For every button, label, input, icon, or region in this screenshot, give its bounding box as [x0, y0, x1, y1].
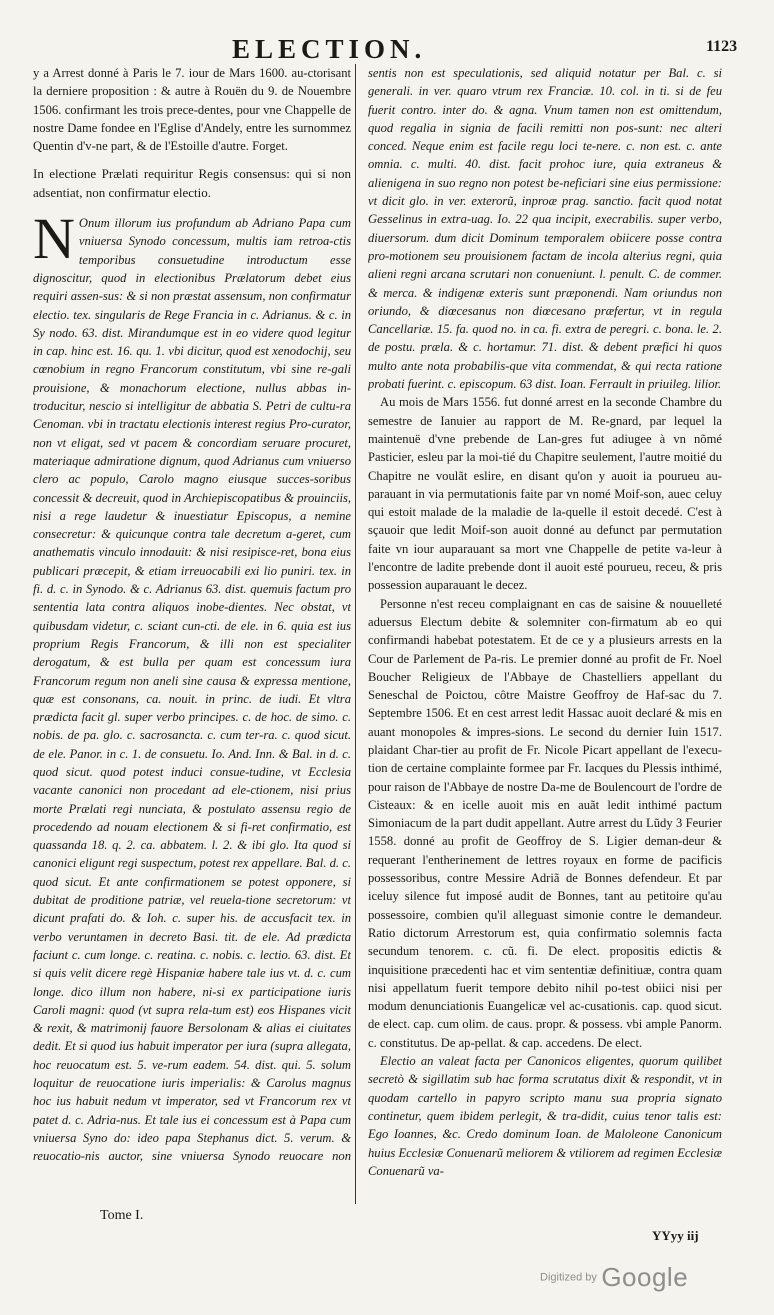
- intro-paragraph: y a Arrest donné à Paris le 7. iour de Mars 1600. au-ctorisant la derniere proposition : & autre à Rouën du 9. de Nouembre 1506. confirmant les trois prece-dentes, pour vne Chappelle de nostre Dame fondee en l'Eglise d'Andely, entre les surnommez Quentin d'v-ne part, & de l'Estoille d'autre. Forget.: [33, 66, 351, 154]
- right-column: [368, 64, 722, 1234]
- section-heading: In electione Prælati requiritur Regis consensus: qui si non adsentiat, non confirmatur electio.: [33, 166, 351, 200]
- page-title: ELECTION.: [232, 34, 427, 64]
- signature-mark: YYyy iij: [652, 1228, 699, 1243]
- latin-continuation: sentis non est speculationis, sed aliquid notatur per Bal. c. si generali. in ver. quaro vtrum rex Franciæ. 10. col. in ti. si de feu fuerit contro. inter do. & agna. Vnum tamen non est omittendum, quod regalia in signia de facili remitti non pos-sunt: nec alteri conced. Neque enim est facile regu loci te-nere. c. non est. c. ante omnia. c. multi. 40. dist. facit prohoc iure, quia extraneus & alienigena in suo regno non potest be-neficiari sine eius permissione: vt dicit glo. in ver. exterorũ, inproæ prag. sanctio. facit quod notat Gesselinus in extra-uag. Io. 22 qua incipit, execrabilis. super verbo, diuersorum. dum dicit Dominum temporalem obiicere posse contra pro-motionem seu prouisionem factam de incola alterius regni, quia alieni regni arcana scrutari non conueniunt. l. penult. C. de commer. & merca. & indigenæ exteris sunt præponendi. Nam oriundus non oriundo, & diœcesanus non diœcesano præfertur, vt in regula Cancellariæ. 15. fa. quod no. in ca. fi. extra de peregri. c. bona. le. 2. de postu. præla. & c. hortamur. 71. dist. & debent præfici hi quos multo ante nota probabilis-que vita commendat, & qui recta ratione probati fuerint. c. episcopum. 63 dist. Ioan. Ferrault in priuileg. lilior.: [368, 66, 722, 392]
- arrest-mars-paragraph: Au mois de Mars 1556. fut donné arrest en la seconde Chambre du semestre de Ianuier au rapport de M. Re-gnard, par lequel la maintenuë d'vne prebende de Lan-gres fut adiugee à vn nõmé Pasticier, esleu par la moi-tié du Chapitre seulement, l'autre moitié du Chapitre ne voulãt eslire, en disant qu'on y auoit ia pourueu au-parauant in via permutationis faite par vn nomé Moif-son, auec celuy qui estoit malade de la maladie de la-quelle il estoit decedé. C'est à sçauoir que ledit Moif-son auoit donné au defunct par permutation faite vn iour auparauant sa mort vne Chappelle de petite va-leur à l'encontre de ladite prebende dont il auoit esté pourueu, receu, & pris possession auparauant le decez.: [368, 395, 722, 593]
- drop-cap: N: [33, 206, 75, 272]
- volume-label: Tome I.: [100, 1208, 144, 1223]
- running-header: [0, 34, 774, 68]
- left-column: [33, 64, 351, 1168]
- page-number: 1123: [706, 38, 738, 55]
- latin-commentary-text: Onum illorum ius profundum ab Adriano Papa cum vniuersa Synodo concessum, multis iam retroa-ctis temporibus consuetudine introductum esse dignoscitur, quod in electionibus Prælatorum debet eius requiri assen-sus: & si non præstat assensum, non confirmatur electio. tex. singularis de Rege Francia in c. Adrianus. & c. in Sy nodo. 63. dist. Mirandumque est in eo videre quod legitur in cap. hinc est. 16. qu. 1. vbi dicitur, quod est xenodochij, seu cœnobium in regno Francorum constitutum, vbi sine re-gali prouisione, & monachorum electione, nullus abbas in-troducitur, nescio si intelligitur de abbatia S. Petri de cultu-ra Cenoman. vbi in tractatu electionis interest regius Pro-curator, non vt eligat, sed vt pacem & concordiam seruare procuret, materiaque admiratione dignum, quod Adrianus cum vniuerso clero ac populo, Carolo magno eiusque succes-soribus concessit & decreuit, quod in Archiepiscopatibus & prouinciis, nisi a rege laudetur & inuestiatur Episcopus, a nemine consecretur: & quicunque contra tale decretum a-geret, cum anathematis vinculo innodauit: & nisi resipisce-ret, bona eius publicari præcepit, & etiam irreuocabili exi lio puniri. tex. in fi. d. c. in Synodo. & c. Adrianus 63. dist. quemuis factum pro sententia lata contra aliquos inobe-dientes. Nec obstat, vt quibusdam videtur, c. sciant cun-cti. de ele. in 6. quia est ius proprium Regis Francorum, & illi non est specialiter derogatum, & est bulla per quam est concessum iura Francorum regum non aneli sine causa & expressa mentione, quæ est consonans, ca. nouit. in princ. de iudi. Et vltra prædicta facit gl. super verbo principes. c. de hoc. de simo. c. nobis. de pa. glo. c. sacrosancta. c. cum ter-ra. c. quod sicut. de ele. Panor. in c. 1. de consuetu. Io. And. Inn. & Bal. in d. c. quod sicut. quod potest induci consue-tudine, vt Ecclesia vacante canonici non procedant ad ele-ctionem, nisi prius morte Prælati regi nunciata, & postulato assensu regio de procedendo ad nouam electionem & si fi-ret confirmatio, est quassanda 18. q. 2. ca. abbatem. l. 2. & ibi glo. Ita quod si canonici eligunt regi suspectum, potest rex appellare. Bal. d. c. quod sicut. Et ante confirmationem se potest opponere, si dubitat de proditione patriæ, vel reuela-tione secretorum: vt dicunt prafati do. & Ioh. c. super his. de accusfacit tex. in verbo veruntamen in decreto Basi. tit. de ele. Ad prædicta faciunt c. cum longe. c. reatina. c. nobis. c. lectio. 63. dist. Et si quis velit dicere regè Hispaniæ habere tale ius vt. d. c. cum longe. dico illum non habere, ni-si ex participatione iuris Caroli magni: quod (vt supra rela-tum est) eos Hispanes vicit & rexit, & matrimonij fauore Bersolonam & alias ei ciuitates dedit. Et si quod ius habuit imperator per iura (supra allegata, hoc reuocatum est. 5. ve-rum eadem. 54. dist. qui. 5. solum loquitur de reuocatione iuris imperialis: & Carolus magnus hoc ius habuit nedum vt imperator, sed vt Francorum rex vt patet d. c. Adria-nus. Et tale ius ei concessum est à Papa cum vniuersa Syno do: ideo papa Stephanus dict. 5. verum. & reuocatio-nis auctor, sine vniuersa Synodo reuocare non: [33, 216, 351, 1164]
- google-logo: Google: [601, 1262, 689, 1292]
- column-rule: [355, 64, 356, 1204]
- digitized-watermark: [540, 1262, 688, 1293]
- latin-commentary: [33, 206, 351, 1168]
- complaint-paragraph: Personne n'est receu complaignant en cas de saisine & nouuelleté aduersus Electum debite & solemniter con-firmatum ab eo qui confirmandi habebat potestatem. Et de ce y a plusieurs arrests en la Cour de Parlement de Pa-ris. Le premier donné au profit de Fr. Noel Boucher Religieux de l'Abbaye de Chastelliers appellant du Seneschal de Poictou, côtre Maistre Geoffroy de Haf-sac du 7. Septembre 1506. Et en cest arrest ledit Hassac auoit declaré & mis en auant monopoles & impres-sions. Le second du dernier Iuin 1517. plaidant Char-tier au profit de Fr. Nicole Picart appellant de l'execu-tion de certaine complainte formee par Fr. Iacques du Plessis inthimé, pour raison de l'Abbaye de nostre Da-me de Boulencourt de l'ordre de Cisteaux: & en icelle auoit mis en auãt ledit inthimé pactum Simoniacum de la part dudit appellant. Autre arrest du Lũdy 3 Feurier 1558. donné au profit de Geoffroy de S. Ligier deman-deur & requerant l'entherinement de lettres royaux en forme de pacificis possessoribus, contre Messire Adriã de Bonnes defendeur. Et par iceluy silence fut imposé audit de Bonnes, tant au petitoire qu'au possessoire, combien qu'il alleguast simonie contre le demandeur. Ratio dictorum Arrestorum est, quia confirmatio solemnis facta secundum tenorem. c. cũ. fi. De elect. propositis edictis & inquisitione præcedenti hac et vim sententiæ definitiuæ, contra quam nisi appellatum fuerit tempore debito nihil po-test obiici nisi per modum denunciationis Euangelicæ vel ac-cusationis. cap. quod sicut. de elect. cap. cum olim. de caus. propr. & possess. vbi ample Panorm. c. constitutus. De ap-pellat. & cap. accedens. De elect.: [368, 596, 722, 1050]
- electio-paragraph: Electio an valeat facta per Canonicos eligentes, quorum quilibet secretò & sigillatim sub hac forma scrutatus dixit & respondit, vt in quodam cartello in papyro scripto manu sua propria signato continetur, quem ibidem perlegit, & tra-didit, cuius tenor talis est: Ego Ioannes, &c. Credo dominum Ioan. de Maloleone Canonicum huius Ecclesiæ Conuenarũ meliorem & vtiliorem ad regimen Ecclesiæ Conuenarũ va-: [368, 1054, 722, 1178]
- watermark-prefix: Digitized by: [540, 1271, 597, 1284]
